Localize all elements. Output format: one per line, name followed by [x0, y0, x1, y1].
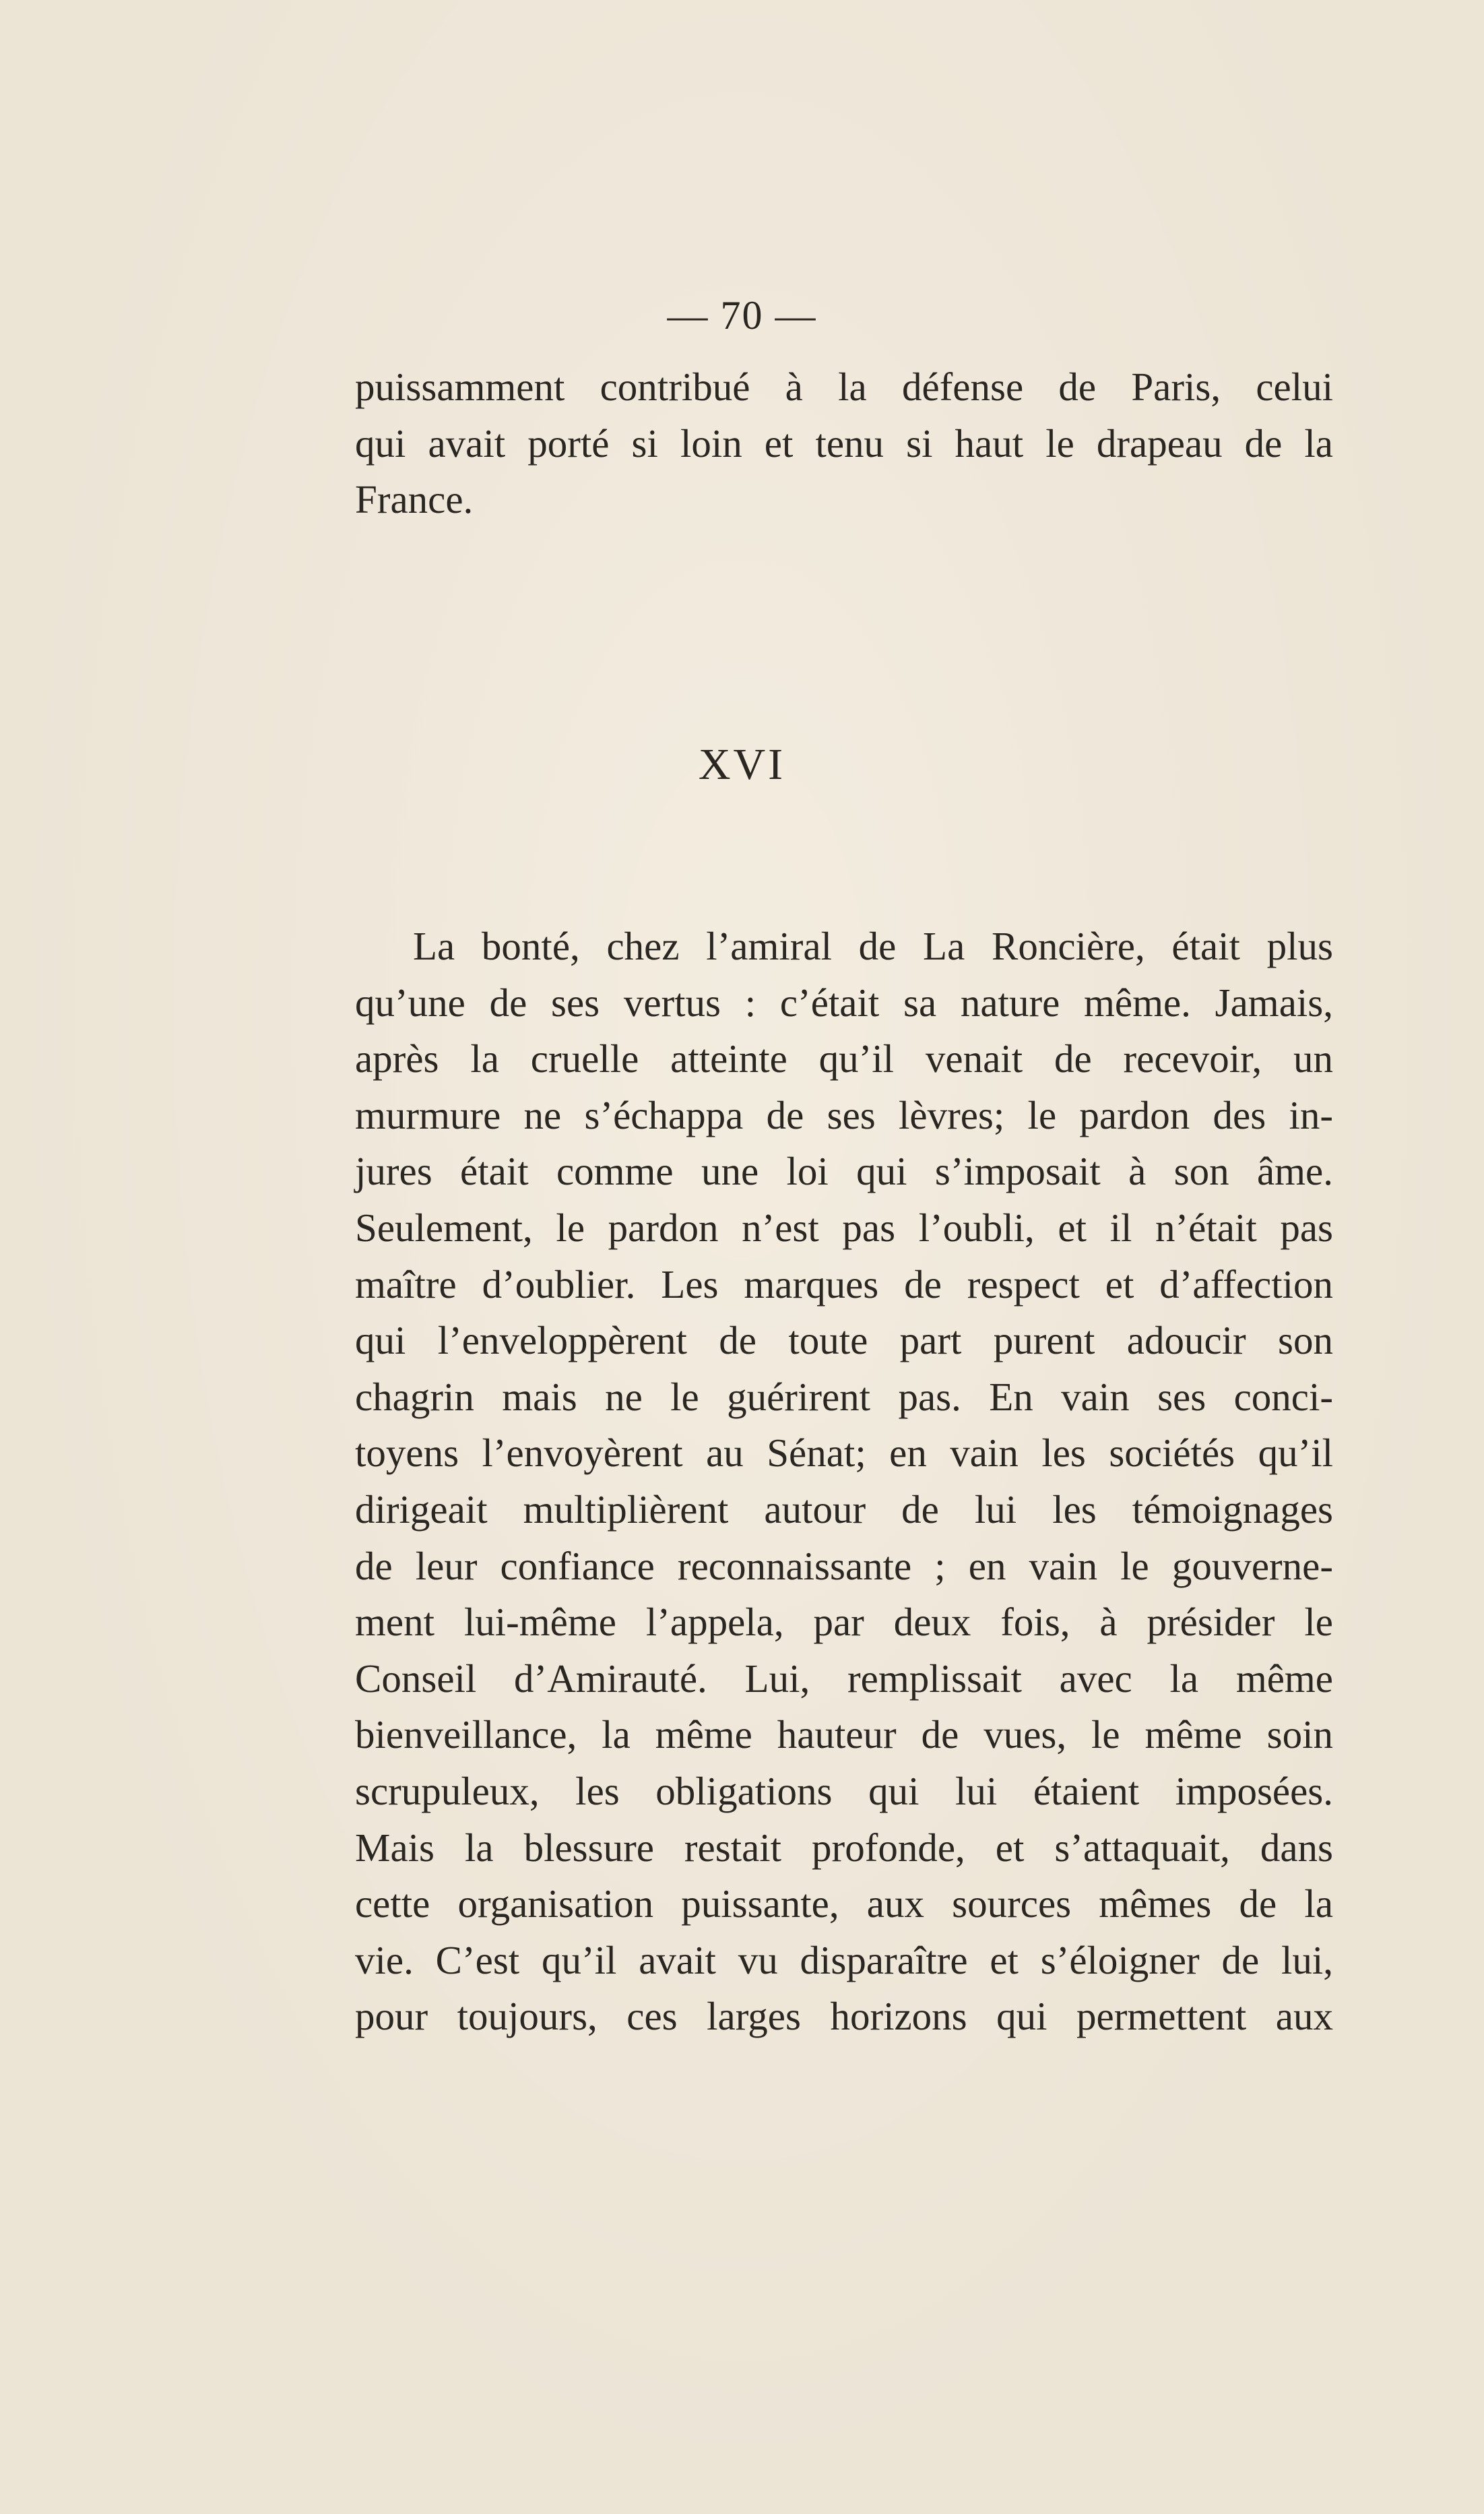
- text-line: Seulement, le pardon n’est pas l’oubli, et il n’était pas: [355, 1205, 1333, 1250]
- text-line: après la cruelle atteinte qu’il venait de recevoir, un: [355, 1036, 1333, 1081]
- paragraph-continuation: [355, 359, 1333, 528]
- text-line: scrupuleux, les obligations qui lui étaient imposées.: [355, 1768, 1333, 1813]
- text-line: jures était comme une loi qui s’imposait à son âme.: [355, 1149, 1333, 1194]
- text-line: murmure ne s’échappa de ses lèvres; le pardon des in-: [355, 1092, 1333, 1137]
- chapter-heading: XVI: [698, 740, 786, 789]
- page-number: — 70 —: [667, 293, 817, 338]
- text-line: puissamment contribué à la défense de Paris, celui: [355, 365, 1333, 409]
- text-line: La bonté, chez l’amiral de La Roncière, était plus: [413, 924, 1333, 968]
- paragraph-body: [355, 918, 1333, 2045]
- text-line: ment lui-même l’appela, par deux fois, à présider le: [355, 1600, 1333, 1645]
- text-line: Conseil d’Amirauté. Lui, remplissait avec la même: [355, 1656, 1333, 1701]
- text-line: Mais la blessure restait profonde, et s’attaquait, dans: [355, 1825, 1333, 1870]
- text-line: maître d’oublier. Les marques de respect et d’affection: [355, 1261, 1333, 1307]
- text-line: France.: [355, 477, 474, 522]
- text-line: qui avait porté si loin et tenu si haut le drapeau de la: [355, 420, 1333, 466]
- text-line: bienveillance, la même hauteur de vues, le même soin: [355, 1712, 1333, 1757]
- text-line: de leur confiance reconnaissante ; en vain le gouverne-: [355, 1543, 1333, 1588]
- text-line: pour toujours, ces larges horizons qui permettent aux: [355, 1994, 1333, 2039]
- text-line: qui l’enveloppèrent de toute part purent adoucir son: [355, 1318, 1333, 1363]
- text-line: chagrin mais ne le guérirent pas. En vain ses conci-: [355, 1374, 1333, 1419]
- text-line: cette organisation puissante, aux sources mêmes de la: [355, 1881, 1333, 1926]
- text-line: vie. C’est qu’il avait vu disparaître et s’éloigner de lui,: [355, 1937, 1333, 1982]
- text-line: toyens l’envoyèrent au Sénat; en vain les sociétés qu’il: [355, 1431, 1333, 1476]
- text-line: qu’une de ses vertus : c’était sa nature même. Jamais,: [355, 980, 1333, 1025]
- text-line: dirigeait multiplièrent autour de lui les témoignages: [355, 1486, 1333, 1532]
